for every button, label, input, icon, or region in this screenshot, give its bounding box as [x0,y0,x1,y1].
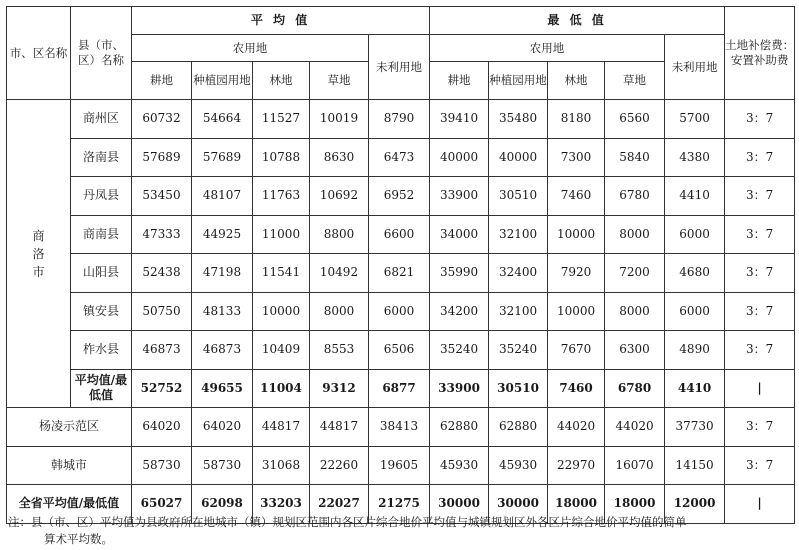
value-cell: 6506 [369,331,430,370]
header-avg-agri: 农用地 [132,35,369,62]
value-cell: 32400 [489,254,548,293]
value-cell: 34200 [430,292,489,331]
value-cell: 58730 [192,446,253,485]
value-cell: 44817 [310,408,369,447]
value-cell: 22027 [310,485,369,524]
value-cell: 3：7 [725,100,795,139]
value-cell: 45930 [430,446,489,485]
value-cell: 39410 [430,100,489,139]
value-cell: 10409 [253,331,310,370]
value-cell: 3：7 [725,331,795,370]
value-cell: 30000 [430,485,489,524]
value-cell: 54664 [192,100,253,139]
value-cell: 11004 [253,369,310,408]
value-cell: 4410 [665,369,725,408]
footnote-line-2: 算术平均数。 [44,532,113,546]
value-cell: 11000 [253,215,310,254]
header-city: 市、区名称 [7,7,71,100]
value-cell: 47333 [132,215,192,254]
value-cell: 60732 [132,100,192,139]
value-cell: 8000 [605,215,665,254]
value-cell: 57689 [132,138,192,177]
value-cell: 8790 [369,100,430,139]
value-cell: 48133 [192,292,253,331]
value-cell: 40000 [430,138,489,177]
value-cell: 30510 [489,369,548,408]
value-cell: 46873 [192,331,253,370]
table-row [7,138,795,177]
value-cell: 33900 [430,369,489,408]
value-cell: 5840 [605,138,665,177]
value-cell: 10492 [310,254,369,293]
city-summary-row [7,369,795,408]
header-min-forest: 林地 [548,62,605,100]
table-row [7,100,795,139]
value-cell: 7300 [548,138,605,177]
header-min-agri: 农用地 [430,35,665,62]
footnote [8,514,794,548]
value-cell: 8630 [310,138,369,177]
value-cell: 21275 [369,485,430,524]
value-cell: 6000 [665,292,725,331]
land-compensation-table [6,6,795,524]
header-avg-arable: 耕地 [132,62,192,100]
table-row [7,177,795,216]
value-cell: 53450 [132,177,192,216]
value-cell: | [725,485,795,524]
header-county: 县（市、区）名称 [71,7,132,100]
value-cell: 62098 [192,485,253,524]
value-cell: 64020 [132,408,192,447]
header-minimum: 最 低 值 [430,7,725,35]
value-cell: 6821 [369,254,430,293]
value-cell: 34000 [430,215,489,254]
value-cell: 44020 [548,408,605,447]
value-cell: 33203 [253,485,310,524]
value-cell: 8553 [310,331,369,370]
value-cell: 3：7 [725,446,795,485]
value-cell: 3：7 [725,254,795,293]
province-label: 全省平均值/最低值 [7,485,132,524]
value-cell: 18000 [548,485,605,524]
value-cell: 32100 [489,292,548,331]
value-cell: 14150 [665,446,725,485]
value-cell: 11527 [253,100,310,139]
value-cell: 50750 [132,292,192,331]
value-cell: 10019 [310,100,369,139]
value-cell: 64020 [192,408,253,447]
value-cell: 8000 [310,292,369,331]
value-cell: 8800 [310,215,369,254]
value-cell: 6000 [665,215,725,254]
county-name: 洛南县 [71,138,132,177]
value-cell: 10000 [548,292,605,331]
value-cell: 35990 [430,254,489,293]
value-cell: 8000 [605,292,665,331]
value-cell: | [725,369,795,408]
value-cell: 6780 [605,177,665,216]
header-min-unused: 未利用地 [665,35,725,100]
value-cell: 57689 [192,138,253,177]
value-cell: 62880 [430,408,489,447]
value-cell: 48107 [192,177,253,216]
value-cell: 6600 [369,215,430,254]
summary-label: 平均值/最低值 [71,369,132,408]
value-cell: 5700 [665,100,725,139]
value-cell: 4380 [665,138,725,177]
value-cell: 12000 [665,485,725,524]
value-cell: 44020 [605,408,665,447]
value-cell: 30000 [489,485,548,524]
value-cell: 38413 [369,408,430,447]
value-cell: 3：7 [725,177,795,216]
value-cell: 10000 [548,215,605,254]
value-cell: 65027 [132,485,192,524]
value-cell: 33900 [430,177,489,216]
value-cell: 3：7 [725,138,795,177]
value-cell: 6560 [605,100,665,139]
value-cell: 52752 [132,369,192,408]
value-cell: 32100 [489,215,548,254]
value-cell: 19605 [369,446,430,485]
value-cell: 37730 [665,408,725,447]
value-cell: 7460 [548,369,605,408]
value-cell: 11763 [253,177,310,216]
table-row [7,408,795,447]
value-cell: 3：7 [725,292,795,331]
value-cell: 22970 [548,446,605,485]
value-cell: 52438 [132,254,192,293]
footnote-line-1: 注：县（市、区）平均值为县政府所在地城市（镇）规划区范围内各区片综合地价平均值与城镇规划区外各区片综合地价平均值的简单 [8,515,687,529]
value-cell: 49655 [192,369,253,408]
value-cell: 35480 [489,100,548,139]
table-row [7,215,795,254]
value-cell: 7200 [605,254,665,293]
header-min-arable: 耕地 [430,62,489,100]
value-cell: 47198 [192,254,253,293]
value-cell: 6952 [369,177,430,216]
header-avg-plantation: 种植园用地 [192,62,253,100]
value-cell: 8180 [548,100,605,139]
value-cell: 45930 [489,446,548,485]
value-cell: 62880 [489,408,548,447]
value-cell: 4890 [665,331,725,370]
table-row [7,446,795,485]
value-cell: 7670 [548,331,605,370]
table-row [7,254,795,293]
value-cell: 10788 [253,138,310,177]
header-min-plantation: 种植园用地 [489,62,548,100]
value-cell: 58730 [132,446,192,485]
header-avg-forest: 林地 [253,62,310,100]
value-cell: 6300 [605,331,665,370]
value-cell: 6780 [605,369,665,408]
value-cell: 7920 [548,254,605,293]
value-cell: 31068 [253,446,310,485]
value-cell: 11541 [253,254,310,293]
county-name: 山阳县 [71,254,132,293]
value-cell: 46873 [132,331,192,370]
value-cell: 44925 [192,215,253,254]
value-cell: 7460 [548,177,605,216]
value-cell: 3：7 [725,408,795,447]
county-name: 柞水县 [71,331,132,370]
header-min-grass: 草地 [605,62,665,100]
value-cell: 6000 [369,292,430,331]
county-name: 商南县 [71,215,132,254]
value-cell: 35240 [430,331,489,370]
region-name: 韩城市 [7,446,132,485]
value-cell: 10692 [310,177,369,216]
value-cell: 40000 [489,138,548,177]
value-cell: 6877 [369,369,430,408]
value-cell: 44817 [253,408,310,447]
city-name: 商洛市 [32,228,45,279]
value-cell: 6473 [369,138,430,177]
value-cell: 22260 [310,446,369,485]
header-avg-unused: 未利用地 [369,35,430,100]
value-cell: 3：7 [725,215,795,254]
county-name: 丹凤县 [71,177,132,216]
value-cell: 30510 [489,177,548,216]
value-cell: 4410 [665,177,725,216]
table-row [7,331,795,370]
city-name-cell [7,100,71,408]
value-cell: 35240 [489,331,548,370]
county-name: 镇安县 [71,292,132,331]
header-compensation-ratio: 土地补偿费：安置补助费 [725,7,795,100]
value-cell: 10000 [253,292,310,331]
region-name: 杨凌示范区 [7,408,132,447]
value-cell: 16070 [605,446,665,485]
value-cell: 18000 [605,485,665,524]
value-cell: 4680 [665,254,725,293]
table-row [7,292,795,331]
county-name: 商州区 [71,100,132,139]
value-cell: 9312 [310,369,369,408]
header-average: 平 均 值 [132,7,430,35]
header-avg-grass: 草地 [310,62,369,100]
